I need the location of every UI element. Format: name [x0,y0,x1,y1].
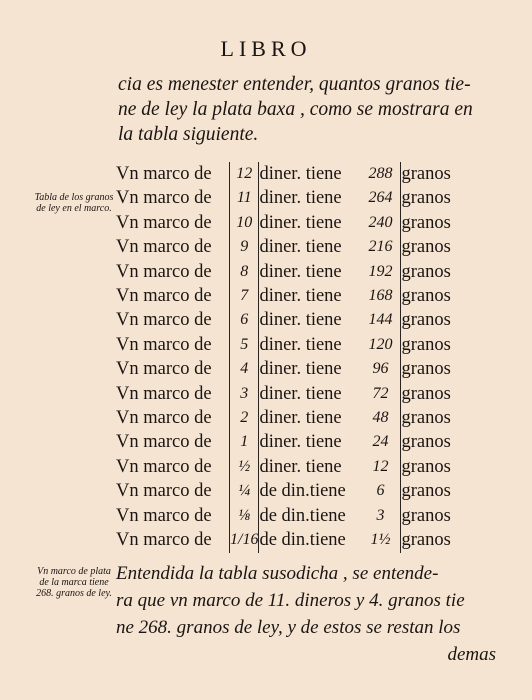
grains-word: granos [401,164,451,184]
grains-word: granos [401,383,451,404]
margin-note-marco: Vn marco de plata de la marca tiene 268. granos de ley. [36,566,112,599]
grains-word: granos [401,530,451,551]
table-row [116,211,451,235]
unit-label: diner. tiene [259,359,342,380]
dineros-value: 9 [230,235,259,259]
table-row [116,504,451,528]
row-label: Vn marco de [116,212,212,233]
grains-value: 192 [360,260,401,284]
table-row [116,333,451,357]
grains-table-body [116,162,451,553]
grains-word: granos [401,237,451,258]
grains-value: 144 [360,308,401,332]
unit-label: diner. tiene [259,164,342,184]
row-label: Vn marco de [116,334,212,355]
text-line: ne 268. granos de ley, y de estos se restan los [116,617,461,638]
grains-value: 168 [360,284,401,308]
text-line: ra que vn marco de 11. dineros y 4. granos tie [116,590,465,611]
grains-word: granos [401,286,451,307]
grains-value: 288 [360,162,401,186]
grains-table [116,162,451,553]
dineros-value: 1/16 [230,528,259,552]
grains-value: 240 [360,211,401,235]
dineros-value: 1 [230,430,259,454]
table-row [116,479,451,503]
closing-paragraph [116,560,496,668]
unit-label: de din.tiene [259,505,346,526]
row-label: Vn marco de [116,188,212,209]
dineros-value: ⅛ [230,504,259,528]
margin-note-table: Tabla de los granos de ley en el marco. [34,192,114,214]
grains-word: granos [401,334,451,355]
grains-value: 96 [360,357,401,381]
text-line: la tabla siguiente. [118,124,259,145]
table-row [116,284,451,308]
row-label: Vn marco de [116,432,212,453]
table-row [116,260,451,284]
row-label: Vn marco de [116,164,212,184]
dineros-value: 7 [230,284,259,308]
grains-value: 3 [360,504,401,528]
grains-value: 48 [360,406,401,430]
table-row [116,430,451,454]
dineros-value: 2 [230,406,259,430]
unit-label: diner. tiene [259,383,342,404]
unit-label: diner. tiene [259,286,342,307]
unit-label: diner. tiene [259,456,342,477]
table-row [116,235,451,259]
row-label: Vn marco de [116,237,212,258]
row-label: Vn marco de [116,530,212,551]
unit-label: de din.tiene [259,481,346,502]
dineros-value: 6 [230,308,259,332]
grains-word: granos [401,212,451,233]
dineros-value: 4 [230,357,259,381]
unit-label: diner. tiene [259,334,342,355]
dineros-value: ¼ [230,479,259,503]
grains-value: 264 [360,186,401,210]
row-label: Vn marco de [116,359,212,380]
row-label: Vn marco de [116,261,212,282]
grains-word: granos [401,188,451,209]
grains-value: 216 [360,235,401,259]
text-line: Entendida la tabla susodicha , se entende- [116,563,439,584]
grains-word: granos [401,408,451,429]
grains-word: granos [401,261,451,282]
table-row [116,357,451,381]
intro-paragraph [118,72,488,147]
row-label: Vn marco de [116,456,212,477]
row-label: Vn marco de [116,505,212,526]
unit-label: diner. tiene [259,212,342,233]
dineros-value: 10 [230,211,259,235]
table-row [116,455,451,479]
grains-value: 24 [360,430,401,454]
grains-word: granos [401,505,451,526]
row-label: Vn marco de [116,286,212,307]
unit-label: diner. tiene [259,408,342,429]
page-header: LIBRO [220,36,312,61]
unit-label: diner. tiene [259,432,342,453]
grains-word: granos [401,310,451,331]
table-row [116,162,451,186]
table-row [116,186,451,210]
table-row [116,528,451,552]
grains-word: granos [401,432,451,453]
row-label: Vn marco de [116,383,212,404]
grains-value: 120 [360,333,401,357]
row-label: Vn marco de [116,408,212,429]
table-row [116,308,451,332]
text-line: demas [447,644,496,665]
unit-label: diner. tiene [259,237,342,258]
text-line: cia es menester entender, quantos granos tie- [118,74,471,95]
dineros-value: ½ [230,455,259,479]
grains-word: granos [401,456,451,477]
grains-word: granos [401,481,451,502]
dineros-value: 8 [230,260,259,284]
row-label: Vn marco de [116,310,212,331]
dineros-value: 11 [230,186,259,210]
grains-value: 72 [360,382,401,406]
text-line: ne de ley la plata baxa , como se mostrara en [118,99,473,120]
table-row [116,382,451,406]
grains-value: 6 [360,479,401,503]
dineros-value: 3 [230,382,259,406]
grains-value: 12 [360,455,401,479]
row-label: Vn marco de [116,481,212,502]
grains-word: granos [401,359,451,380]
dineros-value: 5 [230,333,259,357]
table-row [116,406,451,430]
unit-label: diner. tiene [259,188,342,209]
unit-label: diner. tiene [259,310,342,331]
unit-label: diner. tiene [259,261,342,282]
grains-value: 1½ [360,528,401,552]
dineros-value: 12 [230,162,259,186]
unit-label: de din.tiene [259,530,346,551]
